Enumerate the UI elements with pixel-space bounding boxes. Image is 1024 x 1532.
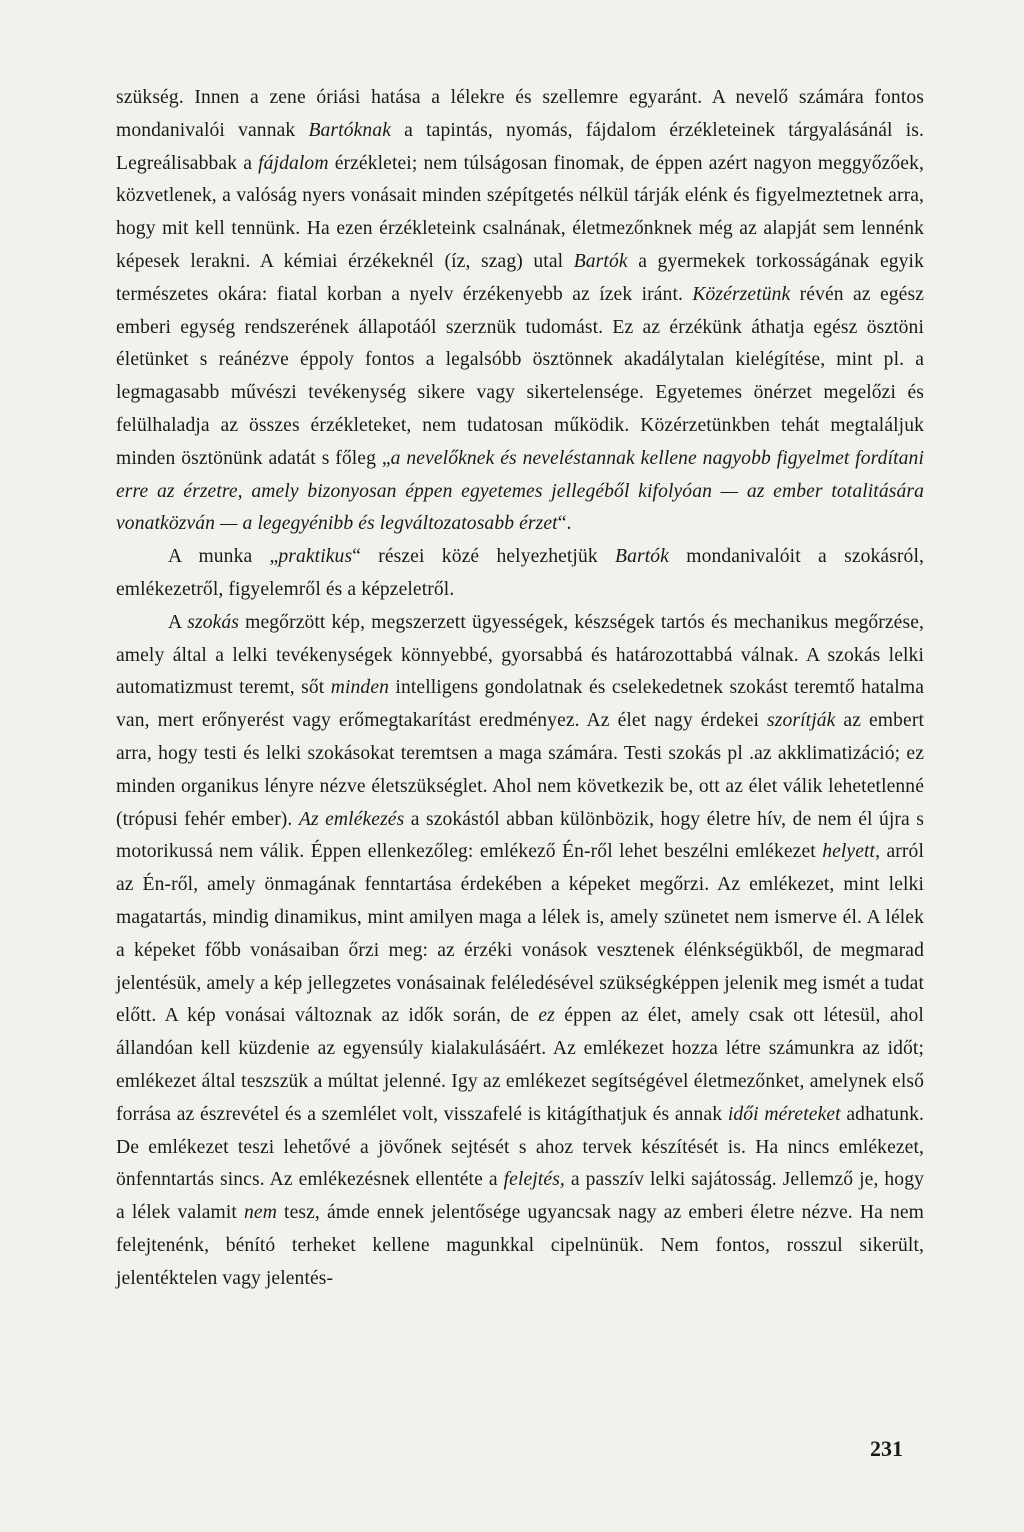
text-run: a passzív lelki sajátosság. Jellemző je, hogy a lélek valamit (116, 1169, 924, 1224)
text-run: az embert arra, hogy testi és lelki szokásokat teremtsen a maga számára. Testi szokás pl .az akklimatizáció; ez minden organikus lényre nézve életszükséglet. Ahol nem következik be, ott az élet válik lehetetlenné (trópusi fehér ember). (116, 710, 924, 830)
text-run: A munka „ (168, 546, 279, 568)
text-run: “. (557, 513, 572, 535)
italic-text: Bartók (615, 546, 669, 568)
page-number: 231 (870, 1436, 903, 1461)
paragraph (116, 607, 924, 1296)
text-run: éppen az élet, amely csak ott létesül, ahol állandóan kell küzdenie az egyensúly kialakulásáért. Az emlékezet hozza létre számunkra az időt; emlékezet által teszszük a múltat jelenné. Igy az emlékezet segítségével életmezőnket, amelynek első forrása az észrevétel és a szemlélet volt, visszafelé is kitágíthatjuk és annak (116, 1005, 924, 1125)
italic-text: minden (330, 677, 390, 699)
italic-text: ez (538, 1005, 555, 1027)
italic-text: felejtés, (503, 1169, 565, 1191)
italic-text: helyett, (822, 841, 881, 863)
text-run: tesz, ámde ennek jelentősége ugyancsak nagy az emberi életre nézve. Ha nem felejtenénk, bénító terheket kellene magunkkal cipelnünük. Nem fontos, rosszul sikerült, jelentéktelen vagy jelentés- (116, 1202, 924, 1289)
text-run: mondanivalóit a szokásról, emlékezetről, figyelemről és a képzeletről. (116, 546, 924, 600)
italic-text: szokás (187, 611, 240, 633)
text-run: megőrzött kép, megszerzett ügyességek, készségek tartós és mechanikus megőrzése, amely által a lelki tevékenységek könnyebbé, gyorsabbá és határozottabbá válnak. A szokás lelki automatizmust teremt, sőt (116, 611, 924, 699)
text-run: arról az Én-ről, amely önmagának fenntartása érdekében a képeket megőrzi. Az emlékezet, mint lelki magatartás, mindig dinamikus, mint amilyen maga a lélek is, amely szünetet nem ismerve él. A lélek a képeket főbb vonásaiban őrzi meg: az érzéki vonások vesztenek élénkségükből, de megmarad jelentésük, amely a kép jellegzetes vonásainak feléledésével szükségképpen jelenik meg ismét a tudat előtt. A kép vonásai változnak az idők során, de (116, 841, 924, 1027)
italic-text: Közérzetünk (692, 283, 791, 305)
italic-text: a nevelőknek és neveléstannak kellene nagyobb figyelmet fordítani erre az érzetre, amely bizonyosan éppen egyetemes jellegéből kifolyóan — az ember totalitására vonatközván — a legegyénibb és legváltozatosabb érzet (116, 447, 924, 535)
text-run: intelligens gondolatnak és cselekedetnek szokást teremtő hatalma van, mert erőnyerést vagy erőmegtakarítást eredményez. Az élet nagy érdekei (116, 677, 924, 732)
text-run: a gyermekek torkosságának egyik természetes okára: fiatal korban a nyelv érzékenyebb az ízek iránt. (116, 250, 925, 305)
body-text (116, 82, 924, 1295)
text-run: a szokástól abban különbözik, hogy életre hív, de nem él újra s motorikussá nem válik. Éppen ellenkezőleg: emlékező Én-ről lehet beszélni emlékezet (116, 808, 924, 863)
italic-text: fájdalom (258, 152, 329, 174)
italic-text: Bartók (573, 250, 628, 272)
text-run: A (168, 611, 188, 633)
text-run: “ részei közé helyezhetjük (352, 546, 616, 568)
text-run: érzékletei; nem túlságosan finomak, de éppen azért nagyon meggyőzőek, közvetlenek, a valóság nyers vonásait minden szépítgetés nélkül tárják elénk és figyelmeztetnek arra, hogy mit kell tennünk. Ha ezen érzékleteink csalnának, életmezőnknek még az alapját sem lennénk képesek lerakni. A kémiai érzékeknél (íz, szag) utal (116, 152, 924, 272)
italic-text: Az emlékezés (298, 808, 405, 830)
paragraph (116, 82, 924, 541)
italic-text: Bartóknak (308, 119, 391, 141)
text-run: szükség. Innen a zene óriási hatása a lélekre és szellemre egyaránt. A nevelő számára fontos mondanivalói vannak (116, 87, 924, 141)
italic-text: praktikus (278, 546, 353, 568)
text-run: révén az egész emberi egység rendszerének állapotáól szerznük tudomást. Ez az érzékünk áthatja egész ösztöni életünket s reánézve éppoly fontos a legalsóbb ösztönnek akadálytalan kielégítése, mint pl. a legmagasabb művészi tevékenység sikere vagy sikertelensége. Egyetemes önérzet megelőzi és felülhaladja az összes érzékleteket, nem tudatosan működik. Közérzetünkben tehát megtaláljuk minden ösztönünk adatát s főleg „ (116, 283, 924, 469)
italic-text: idői méreteket (727, 1103, 841, 1125)
text-run: a tapintás, nyomás, fájdalom érzékleteinek tárgyalásánál is. Legreálisabbak a (116, 119, 924, 174)
text-run: adhatunk. De emlékezet teszi lehetővé a jövőnek sejtését s ahoz tervek készítését is. Ha nincs emlékezet, önfenntartás sincs. Az emlékezésnek ellentéte a (116, 1103, 924, 1191)
paragraph (116, 541, 924, 607)
italic-text: nem (244, 1202, 277, 1224)
italic-text: szorítják (767, 710, 836, 732)
